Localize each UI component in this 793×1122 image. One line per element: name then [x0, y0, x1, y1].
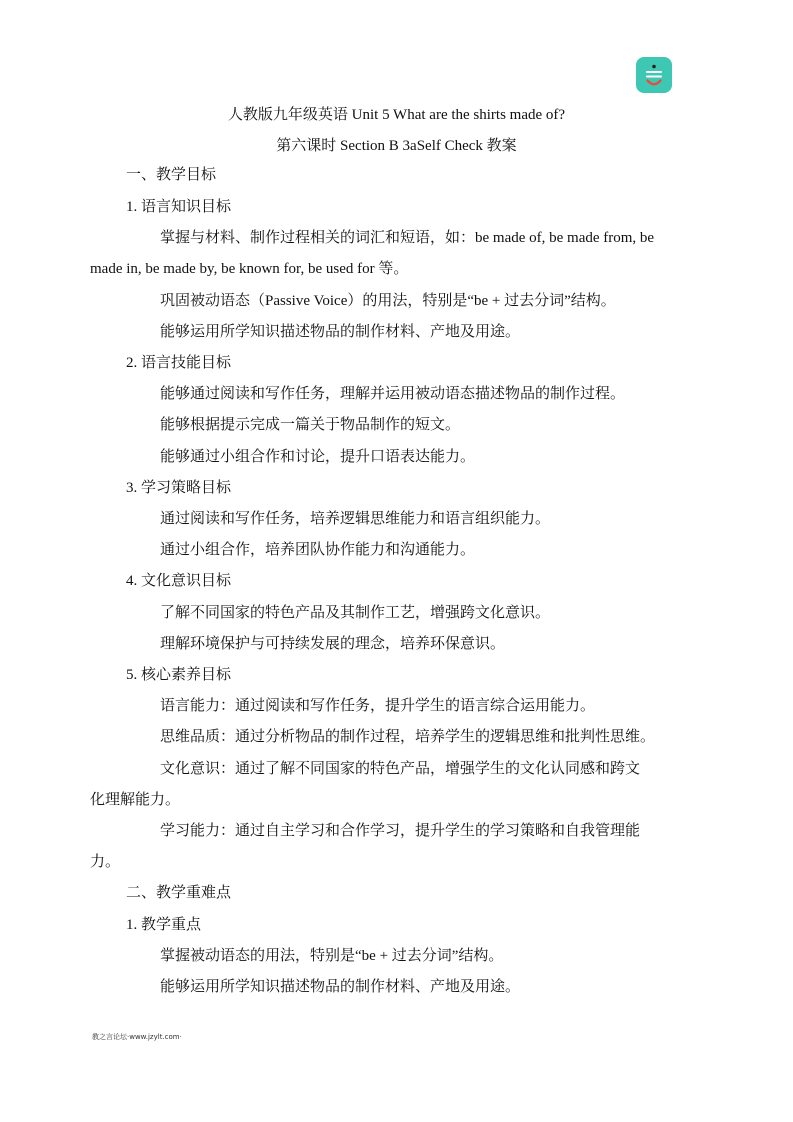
subsection-heading: 1. 教学重点: [126, 917, 202, 933]
document-logo-icon: [636, 57, 672, 93]
section-heading: 二、教学重难点: [126, 885, 232, 901]
paragraph: 通过阅读和写作任务，培养逻辑思维能力和语言组织能力。: [160, 511, 551, 527]
paragraph: 通过小组合作，培养团队协作能力和沟通能力。: [160, 542, 476, 558]
paragraph: 学习能力：通过自主学习和合作学习，提升学生的学习策略和自我管理能: [160, 823, 641, 839]
paragraph: 掌握与材料、制作过程相关的词汇和短语，如：be made of, be made from, be: [160, 230, 655, 246]
paragraph: 能够通过阅读和写作任务，理解并运用被动语态描述物品的制作过程。: [160, 386, 626, 402]
paragraph: 能够运用所学知识描述物品的制作材料、产地及用途。: [160, 979, 521, 995]
paragraph: 能够运用所学知识描述物品的制作材料、产地及用途。: [160, 324, 521, 340]
paragraph-continuation: 化理解能力。: [90, 792, 181, 808]
paragraph-continuation: made in, be made by, be known for, be used for 等。: [90, 261, 409, 277]
paragraph: 了解不同国家的特色产品及其制作工艺，增强跨文化意识。: [160, 605, 551, 621]
paragraph: 能够根据提示完成一篇关于物品制作的短文。: [160, 417, 461, 433]
section-heading: 一、教学目标: [126, 167, 217, 183]
paragraph: 掌握被动语态的用法，特别是“be + 过去分词”结构。: [160, 948, 504, 964]
paragraph-continuation: 力。: [90, 854, 121, 870]
subsection-heading: 1. 语言知识目标: [126, 199, 232, 215]
document-subtitle: 第六课时 Section B 3aSelf Check 教案: [276, 138, 517, 154]
document-title: 人教版九年级英语 Unit 5 What are the shirts made of?: [227, 107, 566, 123]
page-footer: 教之言论坛·www.jzylt.com·: [92, 1033, 182, 1041]
paragraph: 文化意识：通过了解不同国家的特色产品，增强学生的文化认同感和跨文: [160, 761, 641, 777]
paragraph: 语言能力：通过阅读和写作任务，提升学生的语言综合运用能力。: [160, 698, 596, 714]
subsection-heading: 2. 语言技能目标: [126, 355, 232, 371]
subsection-heading: 3. 学习策略目标: [126, 480, 232, 496]
subsection-heading: 5. 核心素养目标: [126, 667, 232, 683]
paragraph: 思维品质：通过分析物品的制作过程，培养学生的逻辑思维和批判性思维。: [160, 729, 656, 745]
subsection-heading: 4. 文化意识目标: [126, 573, 232, 589]
paragraph: 理解环境保护与可持续发展的理念，培养环保意识。: [160, 636, 506, 652]
paragraph: 能够通过小组合作和讨论，提升口语表达能力。: [160, 449, 476, 465]
paragraph: 巩固被动语态（Passive Voice）的用法，特别是“be + 过去分词”结构。: [160, 293, 616, 309]
